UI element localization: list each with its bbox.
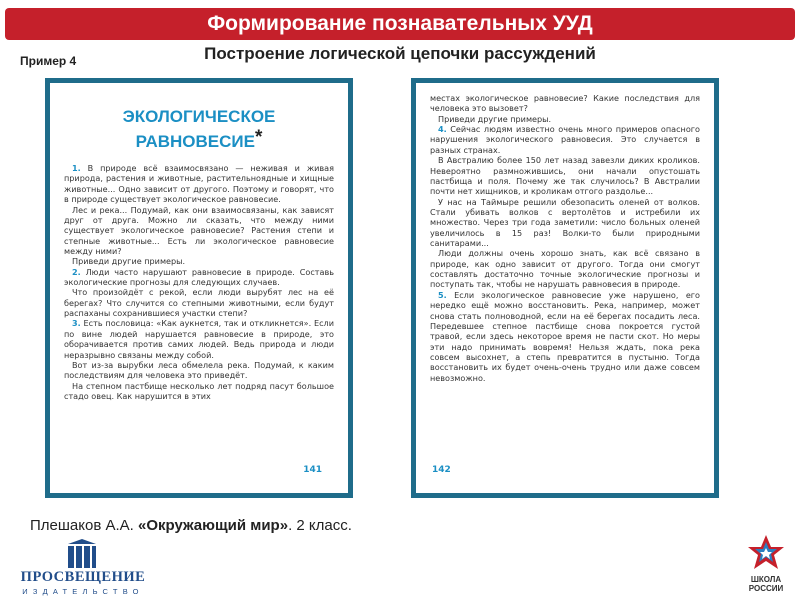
- task-number: 1.: [72, 163, 81, 174]
- publisher-subtitle: ИЗДАТЕЛЬСТВО: [22, 587, 144, 596]
- textbook-page-141: [45, 78, 353, 498]
- paragraph-text: Люди должны очень хорошо знать, как всё связано в природе, как одно зависит от другого. Тогда они смогут составлять достаточно точные экологические прогнозы и поступать так, чтобы не нарушать равновесия в природе.: [430, 248, 700, 290]
- shkola-rossii-logo: [738, 533, 794, 597]
- paragraph: [64, 163, 334, 204]
- paragraph-text: У нас на Таймыре решили обезопасить оленей от волков. Стали убивать волков с вертолётов и истребили их множество. Через три года заметили: число больных оленей увеличилось в 15 раз! Волки-то были природными санитарами...: [430, 196, 700, 249]
- slide-title-bar: [5, 8, 795, 40]
- paragraph: [64, 360, 334, 381]
- caption-author: Плешаков А.А.: [30, 517, 138, 534]
- paragraph-text: Люди часто нарушают равновесие в природе. Составь экологические прогнозы для следующих случаев.: [64, 266, 334, 288]
- page-number: 142: [432, 465, 451, 475]
- paragraph: [430, 124, 700, 155]
- paragraph-text: Если экологическое равновесие уже нарушено, его нередко ещё можно восстановить. Река, например, может снова стать полноводной, если на её берегах посадить леса. Передевшее степное пастбище снова покроется густой травой, если здесь некоторое время не пасти скот. Но меры эти надо принимать вовремя! Нельзя ждать, пока река совсем высохнет, а степь превратится в пустыню. Тогда восстановить их будет очень-очень трудно или даже совсем невозможно.: [430, 289, 700, 383]
- publisher-name: ПРОСВЕЩЕНИЕ: [20, 569, 146, 585]
- paragraph: [64, 205, 334, 257]
- publisher-mark-icon: [66, 538, 98, 570]
- paragraph-text: Сейчас людям известно очень много примеров опасного нарушения экологического равновесия. Это случается в разных странах.: [430, 124, 700, 155]
- paragraph-text: Лес и река... Подумай, как они взаимосвязаны, как зависят друг от друга. Можно ли сказать, что между ними существует экологическое равновесие? Растения степи и степные животные... Есть ли экологическое равновесие между ними?: [64, 204, 334, 256]
- star-emblem-icon: [746, 533, 786, 573]
- paragraph: [64, 381, 334, 402]
- paragraph: [64, 318, 334, 359]
- paragraph: [430, 248, 700, 289]
- paragraph-text: Есть пословица: «Как аукнется, так и откликнется». Если по вине людей нарушается равновесие в природе, это оборачивается против самих людей. Ведь природа и люди неразрывно связаны между собой.: [64, 318, 334, 360]
- book-caption: [30, 517, 352, 534]
- paragraph: [430, 197, 700, 249]
- slide-subtitle: Построение логической цепочки рассуждений: [204, 44, 596, 63]
- paragraph: [430, 114, 700, 124]
- heading-line-2: РАВНОВЕСИЕ: [135, 131, 255, 151]
- paragraph-text: Вот из-за вырубки леса обмелела река. Подумай, к каким последствиям для человека это приведёт.: [64, 359, 334, 381]
- task-number: 2.: [72, 266, 81, 277]
- paragraph-text: Приведи другие примеры.: [438, 113, 552, 124]
- paragraph: [430, 93, 700, 114]
- paragraph-text: Приведи другие примеры.: [72, 256, 186, 267]
- asterisk-mark: *: [254, 126, 263, 148]
- example-label: Пример 4: [20, 54, 77, 68]
- paragraph: [430, 155, 700, 196]
- series-line-2: РОССИИ: [748, 584, 784, 594]
- task-number: 5.: [438, 289, 447, 300]
- paragraph-text: В Австралию более 150 лет назад завезли диких кроликов. Невероятно размножившись, они начали опустошать пастбища и поля. Почему же так случилось? В Австралии почти нет хищников, и кроликам отгого раздолье...: [430, 155, 700, 197]
- paragraph-text: местах экологическое равновесие? Какие последствия для человека это вызовет?: [430, 93, 700, 114]
- prosveshchenie-logo: [10, 538, 156, 596]
- task-number: 3.: [72, 318, 81, 329]
- slide-title: Формирование познавательных УУД: [207, 12, 593, 35]
- task-number: 4.: [438, 124, 447, 135]
- paragraph-text: Что произойдёт с рекой, если люди вырубят лес на её берегах? Что случится со степными животными, если будут распаханы сохранившиеся участки степи?: [64, 287, 334, 319]
- page-number: 141: [303, 465, 322, 475]
- paragraph-text: В природе всё взаимосвязано — неживая и живая природа, растения и животные, растительноядные и хищные животные... Одно зависит от другого. Поэтому и говорят, что в природе существует экологическое равновесие.: [64, 163, 334, 205]
- caption-grade: . 2 класс.: [288, 517, 352, 534]
- caption-book-title: «Окружающий мир»: [137, 517, 289, 534]
- textbook-page-142: [411, 78, 719, 498]
- paragraph: [430, 290, 700, 383]
- heading-line-1: ЭКОЛОГИЧЕСКОЕ: [122, 107, 276, 126]
- paragraph: [64, 267, 334, 288]
- page-heading: [64, 107, 334, 151]
- paragraph: [64, 256, 334, 266]
- paragraph-text: На степном пастбище несколько лет подряд пасут большое стадо овец. Как нарушится в этих: [64, 380, 334, 401]
- paragraph: [64, 287, 334, 318]
- series-name: [738, 575, 794, 593]
- series-line-1: ШКОЛА: [750, 575, 782, 584]
